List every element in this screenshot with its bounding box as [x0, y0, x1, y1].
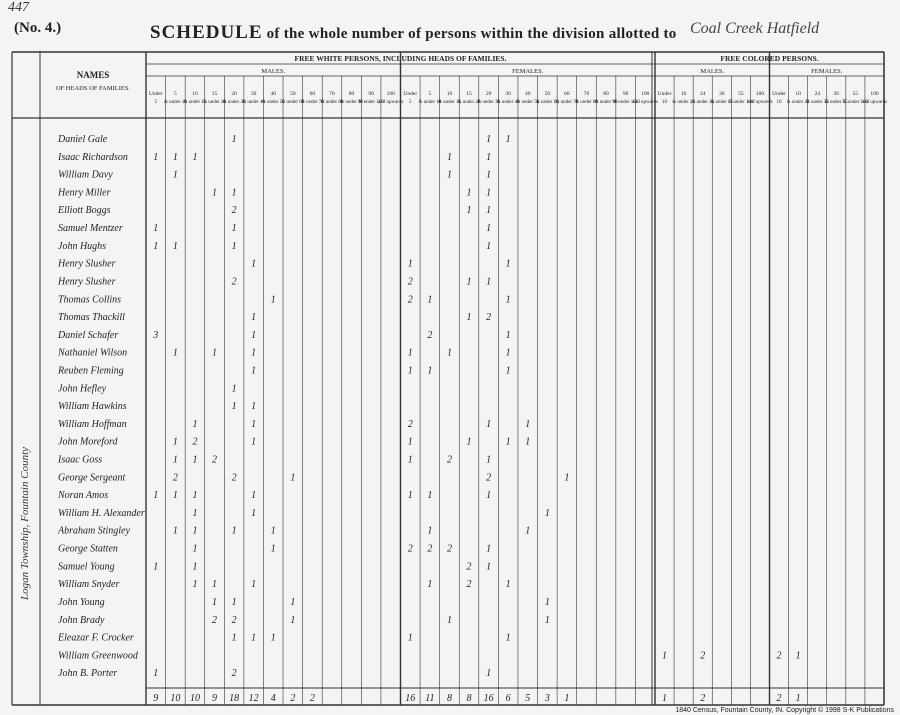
age-column-header: 20: [485, 91, 492, 97]
tally-mark: 1: [251, 312, 257, 324]
tally-mark: 1: [270, 543, 276, 555]
age-column-header: 5: [154, 100, 158, 105]
age-column-header: 5: [409, 100, 412, 105]
tally-mark: 1: [486, 205, 492, 217]
tally-mark: 2: [427, 543, 433, 555]
tally-mark: 1: [270, 294, 276, 306]
tally-mark: 1: [407, 365, 413, 377]
tally-mark: 1: [486, 668, 492, 680]
tally-mark: 1: [270, 525, 276, 537]
age-column-header: & under 90: [594, 100, 618, 105]
tally-mark: 1: [427, 365, 433, 377]
tally-mark: 1: [407, 436, 413, 448]
head-of-family-name: Eleazar F. Crocker: [58, 632, 134, 644]
column-total: 1: [662, 693, 668, 704]
head-of-family-name: Daniel Schafer: [58, 329, 119, 341]
tally-mark: 1: [544, 507, 550, 519]
age-column-header: 100: [870, 91, 879, 97]
tally-mark: 1: [407, 490, 413, 502]
tally-mark: 1: [251, 490, 257, 502]
age-column-header: & under 60: [535, 100, 559, 105]
age-column-header: 10: [795, 91, 801, 97]
tally-mark: 1: [231, 223, 237, 235]
tally-mark: 1: [427, 525, 433, 537]
tally-mark: 1: [192, 151, 198, 163]
age-column-header: & under 24: [672, 100, 696, 105]
age-column-header: 80: [603, 91, 609, 97]
tally-mark: 1: [505, 365, 511, 377]
tally-mark: 2: [231, 205, 237, 217]
age-column-header: 10: [192, 91, 198, 97]
head-of-family-name: Henry Slusher: [58, 258, 116, 270]
tally-mark: 2: [172, 472, 178, 484]
column-total: 1: [564, 693, 570, 704]
tally-mark: 1: [505, 436, 511, 448]
age-column-header: & under 20: [203, 100, 226, 105]
tally-mark: 2: [407, 418, 413, 430]
age-column-header: & under 15: [438, 100, 461, 105]
tally-mark: 1: [795, 650, 801, 662]
tally-mark: 1: [153, 151, 159, 163]
head-of-family-name: Nathaniel Wilson: [58, 347, 128, 359]
age-column-header: 55: [852, 91, 859, 97]
tally-mark: 1: [525, 436, 531, 448]
head-of-family-name: Isaac Goss: [58, 454, 103, 466]
age-column-header: 55: [738, 91, 744, 97]
column-total: 5: [525, 693, 531, 704]
tally-mark: 1: [486, 276, 492, 288]
tally-mark: 1: [153, 223, 159, 235]
head-of-family-name: Samuel Mentzer: [58, 223, 123, 235]
age-column-header: and upwards: [378, 100, 404, 105]
names-subheader: OF HEADS OF FAMILIES.: [55, 85, 131, 92]
head-of-family-name: Noran Amos: [58, 490, 109, 502]
head-of-family-name: Elliott Boggs: [58, 205, 111, 217]
tally-mark: 1: [212, 187, 218, 199]
schedule-number: (No. 4.): [14, 20, 62, 36]
schedule-title-rest: of the whole number of persons within the division allotted to: [266, 26, 677, 42]
age-column-header: 5: [173, 91, 177, 97]
head-of-family-name: William Snyder: [58, 579, 120, 591]
tally-mark: 1: [153, 240, 159, 252]
age-column-header: & under 100: [842, 100, 869, 105]
tally-mark: 2: [231, 614, 237, 626]
tally-mark: 1: [407, 632, 413, 644]
tally-mark: 1: [192, 507, 198, 519]
age-column-header: Under: [772, 91, 786, 97]
head-of-family-name: William H. Alexander: [58, 507, 145, 519]
tally-mark: 2: [407, 294, 413, 306]
tally-mark: 1: [192, 454, 198, 466]
head-of-family-name: George Statten: [58, 543, 118, 555]
age-column-header: & under 100: [358, 100, 384, 105]
age-column-header: & under 30: [477, 100, 500, 105]
copyright-footer: 1840 Census, Fountain County, IN. Copyright © 1998 S-K Publications: [675, 707, 894, 714]
age-column-header: & under 36: [805, 100, 829, 105]
head-of-family-name: Thomas Thackill: [58, 312, 125, 324]
column-total: 10: [189, 693, 200, 704]
tally-mark: 1: [172, 151, 178, 163]
tally-mark: 1: [290, 614, 296, 626]
age-column-header: 36: [719, 91, 725, 97]
head-of-family-name: William Hawkins: [58, 401, 127, 413]
tally-mark: 2: [486, 312, 492, 324]
tally-mark: 1: [172, 169, 178, 181]
age-column-header: & under 10: [418, 100, 442, 105]
column-total: 3: [544, 693, 550, 704]
age-column-header: & under 70: [301, 100, 324, 105]
tally-mark: 2: [407, 543, 413, 555]
column-total: 16: [405, 693, 416, 704]
age-column-header: & under 50: [516, 100, 540, 105]
age-column-header: Under: [148, 91, 163, 97]
tally-mark: 1: [407, 258, 413, 270]
age-column-header: Under: [403, 91, 418, 97]
age-column-header: 100: [641, 91, 650, 97]
tally-mark: 1: [525, 525, 531, 537]
names-header: NAMES: [76, 70, 110, 80]
column-total: 18: [229, 693, 240, 704]
tally-mark: 1: [486, 490, 492, 502]
column-total: 8: [446, 693, 452, 704]
tally-mark: 1: [212, 596, 218, 608]
age-column-header: Under: [657, 91, 672, 97]
age-column-header: & under 30: [222, 100, 246, 105]
tally-mark: 2: [212, 454, 218, 466]
tally-mark: 1: [231, 525, 237, 537]
tally-mark: 1: [544, 614, 550, 626]
tally-mark: 1: [251, 436, 257, 448]
schedule-title-lead: SCHEDULE: [150, 22, 263, 43]
tally-mark: 1: [486, 134, 492, 145]
tally-mark: 3: [153, 329, 159, 341]
age-column-header: & under 40: [242, 100, 266, 105]
head-of-family-name: Abraham Stingley: [58, 525, 130, 537]
tally-mark: 2: [446, 543, 452, 555]
tally-mark: 1: [172, 347, 178, 359]
tally-mark: 1: [486, 169, 492, 181]
age-column-header: & under 100: [728, 100, 754, 105]
age-column-header: 40: [525, 91, 531, 97]
tally-mark: 1: [172, 240, 178, 252]
tally-mark: 1: [251, 329, 257, 341]
tally-mark: 1: [251, 401, 257, 413]
tally-mark: 1: [251, 347, 257, 359]
column-total: 9: [153, 693, 159, 704]
tally-mark: 1: [231, 134, 237, 145]
age-column-header: 40: [270, 91, 276, 97]
head-of-family-name: William Hoffman: [58, 418, 127, 430]
column-total: 2: [290, 693, 296, 704]
age-column-header: 50: [544, 91, 551, 97]
white-females-header: FEMALES.: [512, 68, 544, 75]
tally-mark: 1: [231, 596, 237, 608]
age-column-header: & under 80: [320, 100, 344, 105]
tally-mark: 1: [486, 240, 492, 252]
tally-mark: 1: [172, 454, 178, 466]
column-total: 6: [505, 693, 511, 704]
tally-mark: 1: [505, 579, 511, 591]
head-of-family-name: John Hefley: [58, 383, 107, 395]
tally-mark: 1: [427, 294, 433, 306]
tally-mark: 1: [486, 187, 492, 199]
age-column-header: 80: [348, 91, 355, 97]
tally-mark: 1: [525, 418, 531, 430]
tally-mark: 1: [544, 596, 550, 608]
white-males-header: MALES.: [261, 68, 286, 75]
tally-mark: 1: [290, 596, 296, 608]
age-column-header: & under 55: [710, 100, 734, 105]
tally-mark: 1: [153, 668, 159, 680]
head-of-family-name: John Moreford: [58, 436, 118, 448]
tally-mark: 1: [466, 312, 472, 324]
age-column-header: 60: [564, 91, 570, 97]
column-total: 12: [248, 693, 259, 704]
tally-mark: 1: [466, 276, 472, 288]
page-number: 447: [8, 0, 29, 15]
side-location-label: Logan Township, Fountain County: [19, 446, 31, 600]
tally-mark: 1: [251, 579, 257, 591]
tally-mark: 1: [407, 454, 413, 466]
age-column-header: & under 100: [612, 100, 639, 105]
column-total: 2: [776, 693, 782, 704]
head-of-family-name: Henry Slusher: [58, 276, 116, 288]
tally-mark: 1: [505, 294, 511, 306]
tally-mark: 1: [427, 490, 433, 502]
tally-mark: 1: [251, 258, 257, 270]
tally-mark: 1: [251, 365, 257, 377]
head-of-family-name: Daniel Gale: [58, 134, 108, 145]
age-column-header: 70: [329, 91, 335, 97]
age-column-header: & under 10: [163, 100, 187, 105]
tally-mark: 1: [192, 579, 198, 591]
colored-males-header: MALES.: [700, 68, 725, 75]
colored-persons-header: FREE COLORED PERSONS.: [720, 54, 819, 63]
tally-mark: 1: [231, 401, 237, 413]
tally-mark: 2: [486, 472, 492, 484]
tally-mark: 1: [192, 490, 198, 502]
colored-females-header: FEMALES.: [811, 68, 843, 75]
tally-mark: 1: [505, 258, 511, 270]
age-column-header: 10: [662, 100, 668, 105]
tally-mark: 2: [231, 472, 237, 484]
tally-mark: 1: [192, 525, 198, 537]
age-column-header: 100: [755, 91, 765, 97]
age-column-header: 15: [211, 91, 218, 97]
tally-mark: 1: [505, 347, 511, 359]
head-of-family-name: Henry Miller: [58, 187, 111, 199]
head-of-family-name: George Sergeant: [58, 472, 126, 484]
tally-mark: 1: [212, 347, 218, 359]
age-column-header: 10: [776, 100, 782, 105]
tally-mark: 1: [486, 561, 492, 573]
tally-mark: 2: [466, 561, 472, 573]
tally-mark: 1: [466, 187, 472, 199]
tally-mark: 1: [446, 347, 452, 359]
tally-mark: 2: [427, 329, 433, 341]
tally-mark: 1: [446, 151, 452, 163]
tally-mark: 1: [505, 134, 511, 145]
column-total: 2: [700, 693, 706, 704]
age-column-header: 100: [386, 91, 395, 97]
age-column-header: & under 60: [281, 100, 305, 105]
head-of-family-name: Reuben Fleming: [58, 365, 124, 377]
tally-mark: 1: [212, 579, 218, 591]
white-persons-header: FREE WHITE PERSONS, INCLUDING HEADS OF FAMILIES.: [294, 54, 507, 63]
age-column-header: & under 90: [340, 100, 363, 105]
head-of-family-name: John B. Porter: [58, 668, 118, 680]
tally-mark: 2: [700, 650, 706, 662]
head-of-family-name: John Hughs: [58, 240, 107, 252]
tally-mark: 1: [192, 561, 198, 573]
age-column-header: & under 24: [786, 100, 810, 105]
age-column-header: & under 40: [496, 100, 520, 105]
tally-mark: 1: [466, 205, 472, 217]
column-total: 1: [795, 693, 801, 704]
tally-mark: 1: [505, 329, 511, 341]
tally-mark: 2: [192, 436, 198, 448]
tally-mark: 2: [446, 454, 452, 466]
tally-mark: 2: [231, 668, 237, 680]
age-column-header: & under 70: [555, 100, 579, 105]
age-column-header: 5: [428, 91, 432, 97]
age-column-header: and upwards: [747, 100, 773, 105]
tally-mark: 1: [505, 632, 511, 644]
age-column-header: 50: [290, 91, 296, 97]
age-column-header: 30: [250, 91, 257, 97]
tally-mark: 1: [192, 543, 198, 555]
age-column-header: 15: [466, 91, 472, 97]
tally-mark: 1: [231, 383, 237, 395]
tally-mark: 2: [212, 614, 218, 626]
head-of-family-name: William Greenwood: [58, 650, 138, 662]
head-of-family-name: Thomas Collins: [58, 294, 122, 306]
age-column-header: and upwards: [632, 100, 658, 105]
tally-mark: 1: [427, 579, 433, 591]
tally-mark: 1: [486, 454, 492, 466]
head-of-family-name: Samuel Young: [58, 561, 115, 573]
tally-mark: 1: [172, 490, 178, 502]
age-column-header: 24: [699, 91, 706, 97]
tally-mark: 1: [486, 543, 492, 555]
age-column-header: 20: [231, 91, 237, 97]
tally-mark: 1: [662, 650, 668, 662]
age-column-header: 90: [368, 91, 374, 97]
age-column-header: & under 20: [457, 100, 481, 105]
tally-mark: 1: [192, 418, 198, 430]
tally-mark: 2: [776, 650, 782, 662]
tally-mark: 1: [231, 187, 237, 199]
division-name: Coal Creek Hatfield: [690, 20, 820, 37]
column-total: 2: [309, 693, 315, 704]
age-column-header: 10: [680, 91, 687, 97]
age-column-header: 36: [833, 91, 840, 97]
tally-mark: 1: [153, 561, 159, 573]
age-column-header: & under 55: [824, 100, 848, 105]
age-column-header: 30: [505, 91, 511, 97]
age-column-header: 70: [583, 91, 590, 97]
head-of-family-name: William Davy: [58, 169, 113, 181]
tally-mark: 2: [407, 276, 413, 288]
tally-mark: 1: [231, 240, 237, 252]
tally-mark: 1: [486, 151, 492, 163]
tally-mark: 1: [486, 223, 492, 235]
tally-mark: 1: [407, 347, 413, 359]
column-total: 8: [466, 693, 472, 704]
age-column-header: 10: [446, 91, 453, 97]
tally-mark: 1: [231, 632, 237, 644]
tally-mark: 1: [251, 632, 257, 644]
age-column-header: 24: [814, 91, 820, 97]
tally-mark: 1: [172, 436, 178, 448]
age-column-header: & under 36: [691, 100, 715, 105]
tally-mark: 1: [251, 418, 257, 430]
head-of-family-name: John Young: [58, 596, 105, 608]
age-column-header: 90: [622, 91, 629, 97]
column-total: 9: [212, 693, 218, 704]
tally-mark: 1: [564, 472, 570, 484]
column-total: 11: [425, 693, 435, 704]
tally-mark: 1: [466, 436, 472, 448]
tally-mark: 1: [153, 490, 159, 502]
age-column-header: & under 50: [261, 100, 285, 105]
head-of-family-name: John Brady: [58, 614, 105, 626]
age-column-header: 60: [309, 91, 316, 97]
tally-mark: 1: [270, 632, 276, 644]
tally-mark: 1: [251, 507, 257, 519]
column-total: 10: [170, 693, 181, 704]
column-total: 16: [483, 693, 494, 704]
age-column-header: & under 80: [575, 100, 598, 105]
tally-mark: 2: [466, 579, 472, 591]
age-column-header: & under 15: [183, 100, 207, 105]
tally-mark: 1: [446, 169, 452, 181]
tally-mark: 1: [486, 418, 492, 430]
age-column-header: and upwards: [861, 100, 888, 105]
tally-mark: 1: [290, 472, 296, 484]
tally-mark: 1: [172, 525, 178, 537]
tally-mark: 2: [231, 276, 237, 288]
tally-mark: 1: [446, 614, 452, 626]
head-of-family-name: Isaac Richardson: [58, 151, 128, 163]
column-total: 4: [270, 693, 276, 704]
